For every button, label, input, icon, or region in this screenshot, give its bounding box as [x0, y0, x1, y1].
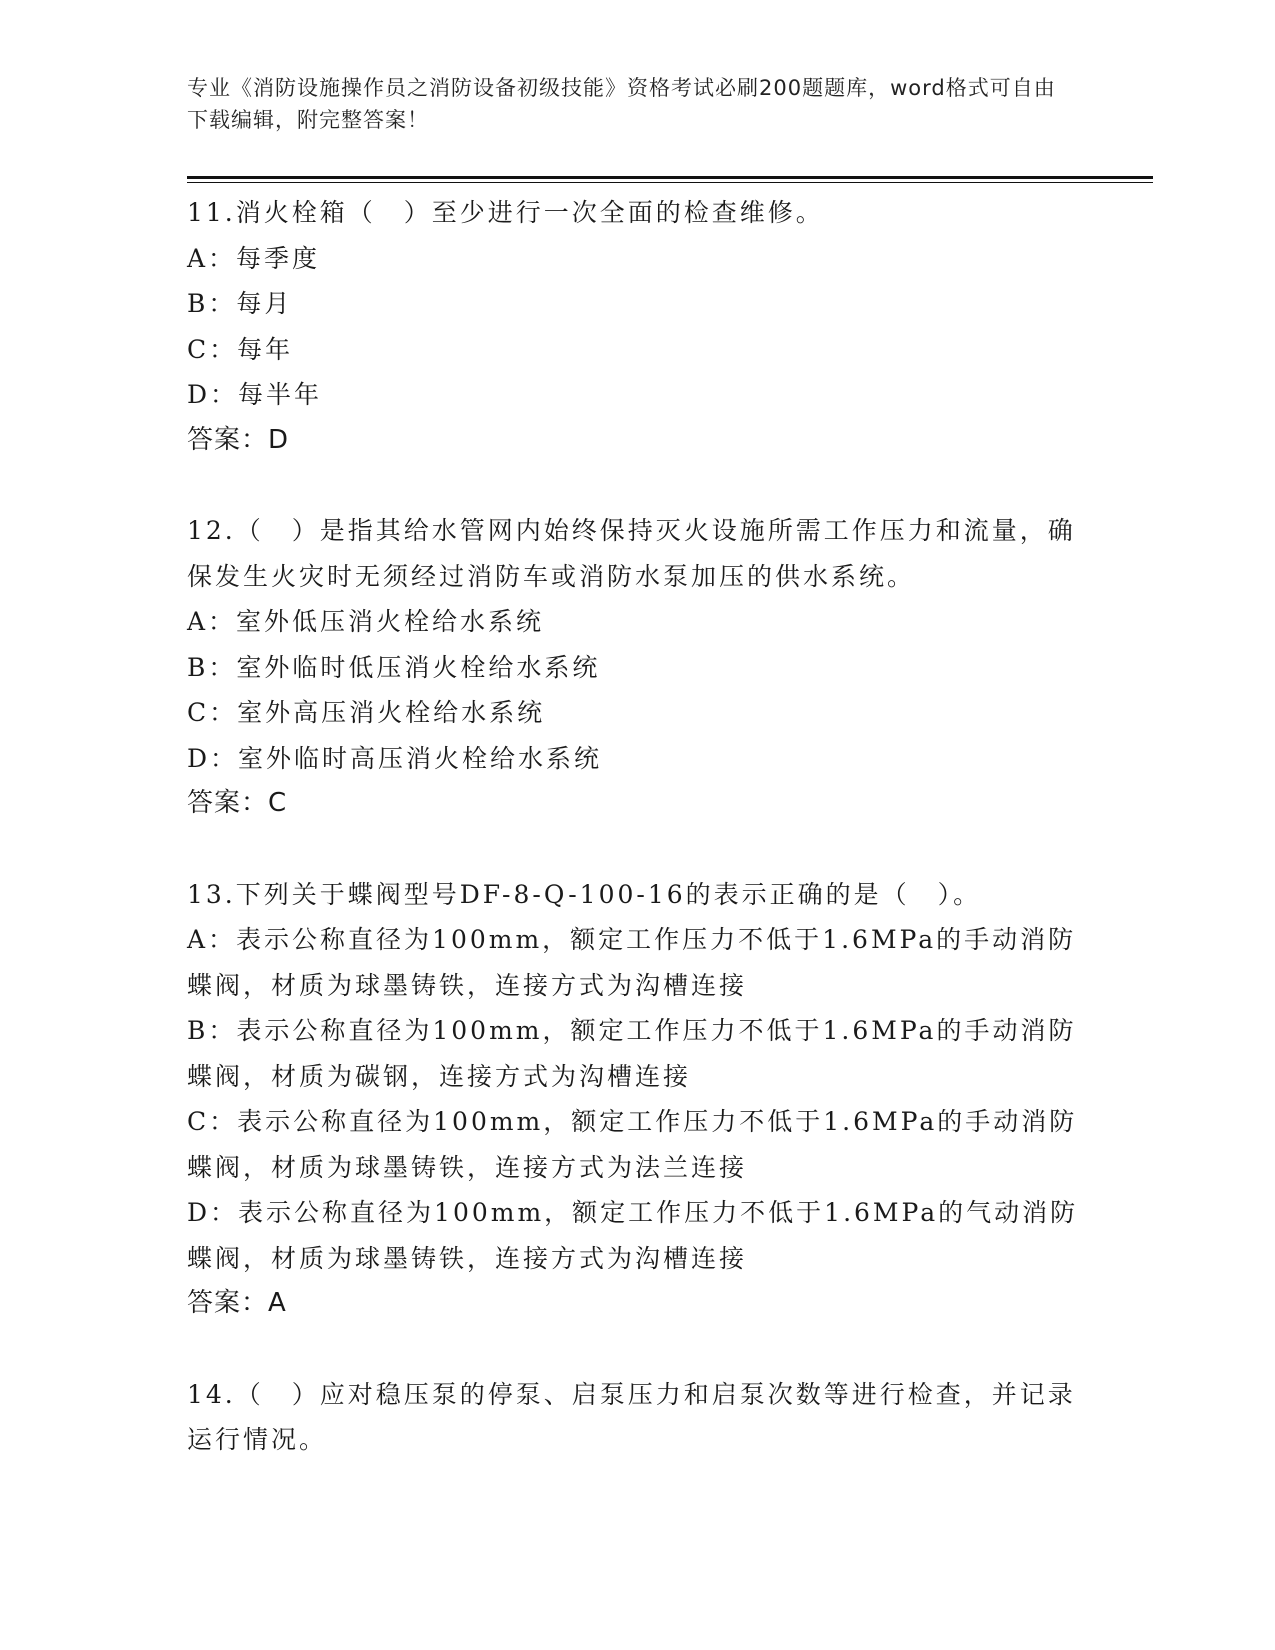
header-divider-thick: [187, 176, 1153, 179]
question-14: [187, 1372, 1087, 1463]
question-12: [187, 508, 1087, 827]
option-b: B：表示公称直径为100mm，额定工作压力不低于1.6MPa的手动消防蝶阀，材质为碳钢，连接方式为沟槽连接: [187, 1016, 1077, 1091]
option-a: A：表示公称直径为100mm，额定工作压力不低于1.6MPa的手动消防蝶阀，材质为球墨铸铁，连接方式为沟槽连接: [187, 925, 1077, 1000]
question-11: [187, 190, 1087, 463]
question-text: 11.消火栓箱（ ）至少进行一次全面的检查维修。: [187, 198, 824, 227]
answer-text: 答案：A: [187, 1288, 287, 1318]
option-c: C：表示公称直径为100mm，额定工作压力不低于1.6MPa的手动消防蝶阀，材质为球墨铸铁，连接方式为法兰连接: [187, 1107, 1078, 1182]
question-text: 12.（ ）是指其给水管网内始终保持灭火设施所需工作压力和流量，确保发生火灾时无须经过消防车或消防水泵加压的供水系统。: [187, 516, 1076, 591]
option-c: C：每年: [187, 334, 294, 364]
question-text: 14.（ ）应对稳压泵的停泵、启泵压力和启泵次数等进行检查，并记录运行情况。: [187, 1379, 1076, 1454]
option-b: B：每月: [187, 289, 293, 318]
answer-text: 答案：D: [187, 424, 290, 455]
header-divider-thin: [187, 182, 1153, 183]
option-b: B：室外临时低压消火栓给水系统: [187, 652, 601, 682]
option-d: D：室外临时高压消火栓给水系统: [187, 743, 603, 773]
option-d: D：表示公称直径为100mm，额定工作压力不低于1.6MPa的气动消防蝶阀，材质为球墨铸铁，连接方式为沟槽连接: [187, 1198, 1079, 1273]
question-list: [187, 190, 1087, 1508]
option-c: C：室外高压消火栓给水系统: [187, 698, 546, 727]
answer-text: 答案：C: [187, 788, 288, 818]
option-d: D：每半年: [187, 380, 323, 409]
option-a: A：室外低压消火栓给水系统: [187, 607, 545, 636]
question-13: [187, 872, 1087, 1327]
document-header: 专业《消防设施操作员之消防设备初级技能》资格考试必刷200题题库，word格式可自由下载编辑，附完整答案！: [187, 76, 1056, 132]
option-a: A：每季度: [187, 243, 321, 273]
question-text: 13.下列关于蝶阀型号DF-8-Q-100-16的表示正确的是（ ）。: [187, 879, 982, 909]
